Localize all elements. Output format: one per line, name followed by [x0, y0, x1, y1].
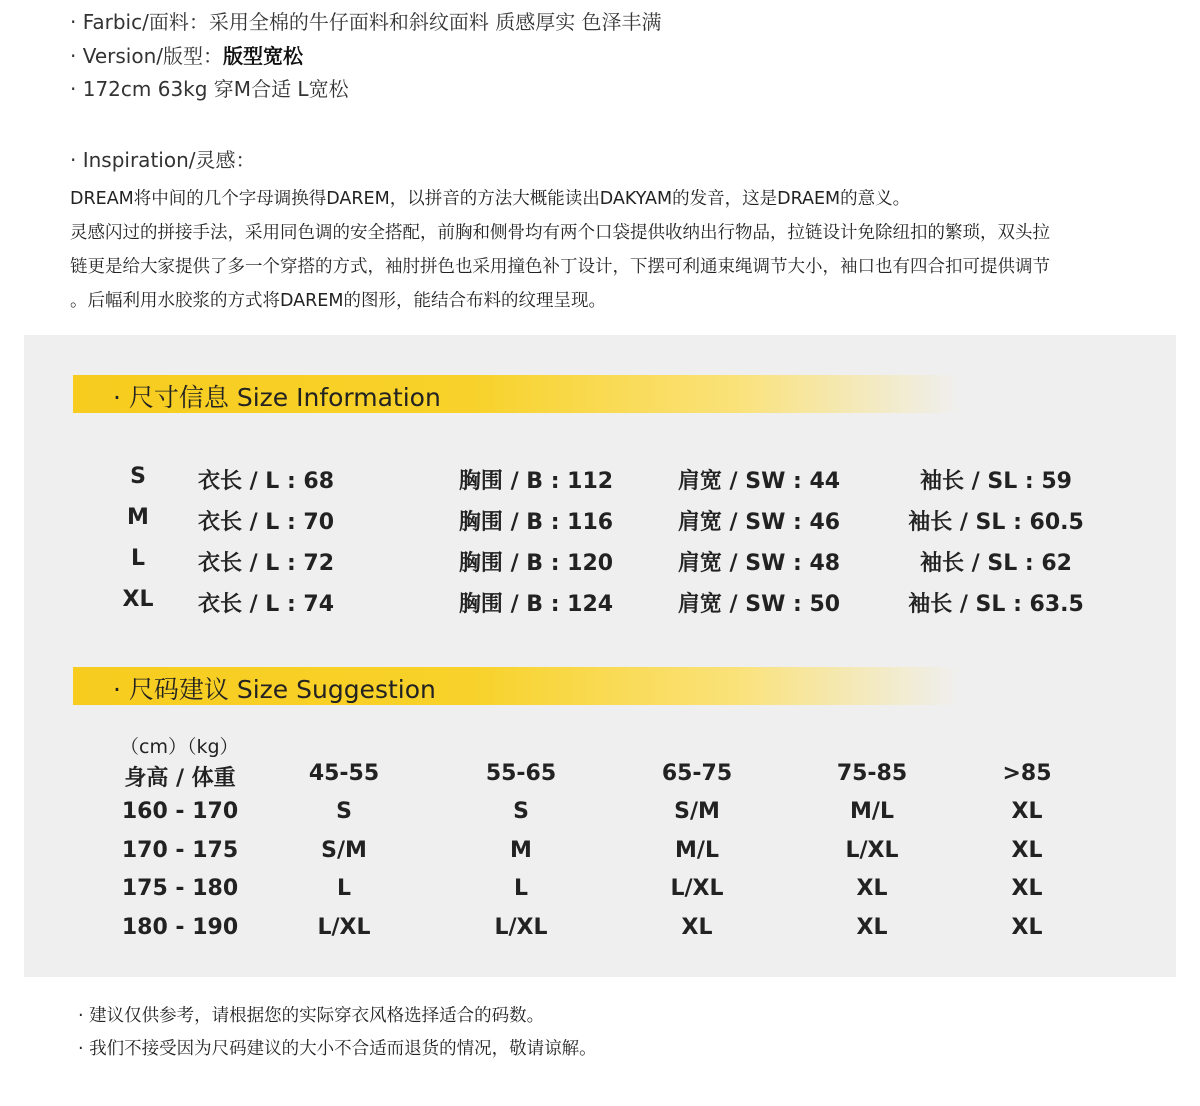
- measurement-cell: 衣长 / L : 74: [197, 592, 335, 617]
- note-line: · 我们不接受因为尺码建议的大小不合适而退货的情况，敬请谅解。: [78, 1039, 597, 1059]
- measurement-cell: 胸围 / B : 116: [458, 510, 614, 535]
- spec-version-value: 版型宽松: [223, 44, 303, 68]
- suggestion-cell: XL: [1011, 799, 1043, 824]
- spec-version: [70, 40, 303, 69]
- measurement-cell: 袖长 / SL : 63.5: [908, 592, 1084, 617]
- suggestion-cell: M/L: [850, 799, 894, 824]
- size-label: XL: [122, 587, 154, 612]
- suggestion-cell: M: [510, 838, 532, 863]
- suggestion-cell: XL: [856, 915, 888, 940]
- weight-range-header: 45-55: [308, 761, 380, 786]
- description: [70, 182, 1130, 318]
- suggestion-cell: XL: [856, 876, 888, 901]
- size-suggestion-header: [73, 667, 959, 705]
- suggestion-cell: L/XL: [494, 915, 548, 940]
- measurement-cell: 袖长 / SL : 60.5: [908, 510, 1084, 535]
- suggestion-cell: S/M: [321, 838, 367, 863]
- measurement-cell: 胸围 / B : 120: [458, 551, 614, 576]
- measurement-cell: 肩宽 / SW : 48: [677, 551, 841, 576]
- description-line: 。后幅利用水胶浆的方式将DAREM的图形，能结合布料的纹理呈现。: [70, 291, 606, 311]
- weight-range-header: 65-75: [661, 761, 733, 786]
- measurement-cell: 肩宽 / SW : 50: [677, 592, 841, 617]
- measurement-cell: 胸围 / B : 112: [458, 469, 614, 494]
- weight-range-header: >85: [1002, 761, 1052, 786]
- size-panel: [24, 335, 1176, 977]
- size-label: M: [127, 505, 149, 530]
- suggestion-cell: XL: [1011, 915, 1043, 940]
- suggestion-cell: M/L: [675, 838, 719, 863]
- height-weight-header: 身高 / 体重: [124, 766, 236, 791]
- height-range-label: 160 - 170: [121, 799, 239, 824]
- note-line: · 建议仅供参考，请根据您的实际穿衣风格选择适合的码数。: [78, 1006, 545, 1026]
- suggestion-cell: L/XL: [845, 838, 899, 863]
- size-label: S: [130, 464, 146, 489]
- units-label: （cm）（kg）: [120, 736, 239, 758]
- size-info-header: [73, 375, 959, 413]
- spec-inspiration: · Inspiration/灵感：: [70, 148, 256, 172]
- measurement-cell: 衣长 / L : 70: [197, 510, 335, 535]
- spec-version-label: · Version/版型：: [70, 44, 223, 68]
- description-line: DREAM将中间的几个字母调换得DAREM，以拼音的方法大概能读出DAKYAM的发音，这是DRAEM的意义。: [70, 189, 911, 209]
- size-label: L: [130, 546, 146, 571]
- description-line: 链更是给大家提供了多一个穿搭的方式，袖肘拼色也采用撞色补丁设计，下摆可利通束绳调节大小，袖口也有四合扣可提供调节: [70, 257, 1050, 277]
- height-range-label: 170 - 175: [121, 838, 239, 863]
- suggestion-cell: XL: [681, 915, 713, 940]
- height-range-label: 175 - 180: [121, 876, 239, 901]
- suggestion-cell: S: [336, 799, 352, 824]
- weight-range-header: 55-65: [485, 761, 557, 786]
- suggestion-cell: L/XL: [670, 876, 724, 901]
- measurement-cell: 肩宽 / SW : 44: [677, 469, 841, 494]
- measurement-cell: 衣长 / L : 72: [197, 551, 335, 576]
- suggestion-cell: L: [513, 876, 529, 901]
- height-range-label: 180 - 190: [121, 915, 239, 940]
- description-line: 灵感闪过的拼接手法，采用同色调的安全搭配，前胸和侧骨均有两个口袋提供收纳出行物品，拉链设计免除纽扣的繁琐，双头拉: [70, 223, 1050, 243]
- size-suggestion-title: · 尺码建议 Size Suggestion: [113, 675, 436, 704]
- measurement-cell: 肩宽 / SW : 46: [677, 510, 841, 535]
- weight-range-header: 75-85: [836, 761, 908, 786]
- suggestion-cell: S/M: [674, 799, 720, 824]
- suggestion-cell: S: [513, 799, 529, 824]
- suggestion-cell: XL: [1011, 876, 1043, 901]
- measurement-cell: 袖长 / SL : 62: [920, 551, 1072, 576]
- size-info-title: · 尺寸信息 Size Information: [113, 383, 441, 412]
- measurement-cell: 胸围 / B : 124: [458, 592, 614, 617]
- suggestion-cell: L: [336, 876, 352, 901]
- measurement-cell: 衣长 / L : 68: [197, 469, 335, 494]
- suggestion-cell: XL: [1011, 838, 1043, 863]
- suggestion-cell: L/XL: [317, 915, 371, 940]
- measurement-cell: 袖长 / SL : 59: [920, 469, 1072, 494]
- spec-model: · 172cm 63kg 穿M合适 L宽松: [70, 77, 349, 101]
- spec-fabric: · Farbic/面料：采用全棉的牛仔面料和斜纹面料 质感厚实 色泽丰满: [70, 10, 662, 34]
